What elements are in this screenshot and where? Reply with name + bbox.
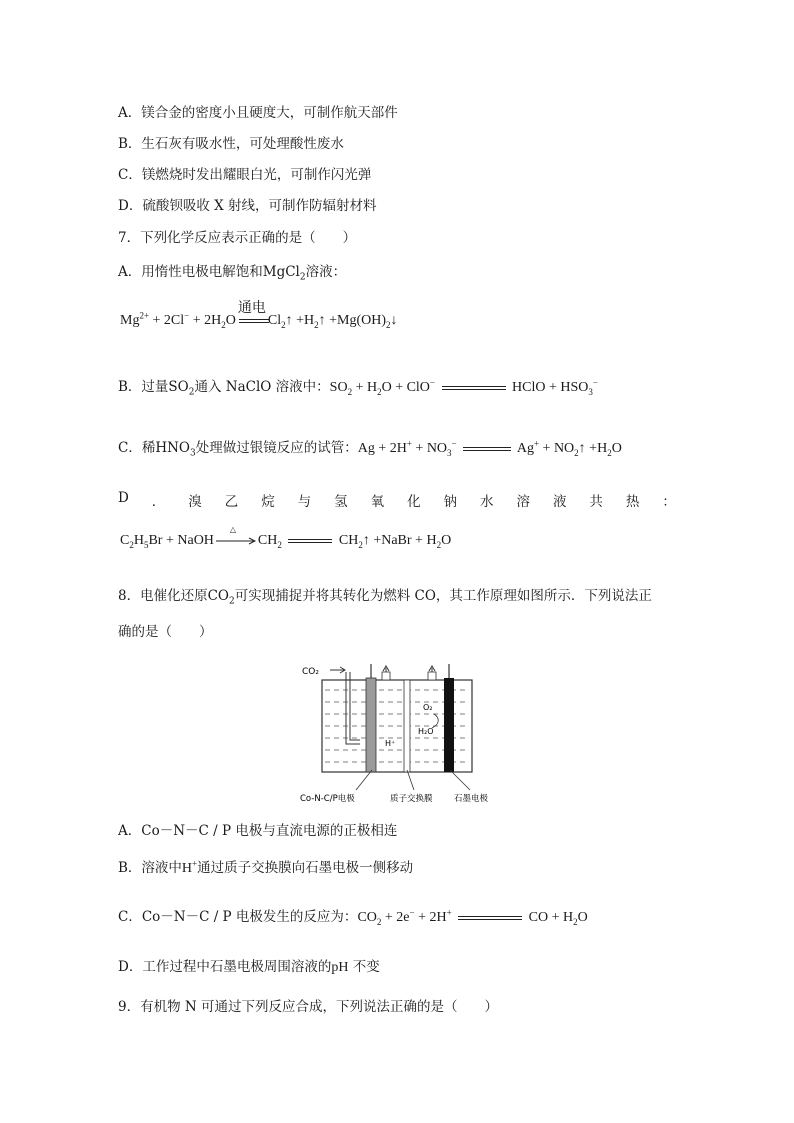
question-8-stem-line2: 确的是（ ） [118, 624, 213, 640]
option-d-char: 氢 [334, 494, 348, 510]
co2-inlet-tube [346, 672, 360, 744]
membrane-label: 质子交换膜 [390, 794, 433, 804]
option-d-char: 溶 [516, 494, 530, 510]
electrolysis-cell-diagram [296, 658, 516, 808]
option-d-char: 水 [480, 494, 494, 510]
q7-option-c: C．稀$HNO_3$处理做过银镜反应的试管：$Ag + 2H^+ + NO_3^-$ $Ag^+ + NO_2↑ +H_2O$ [118, 438, 622, 459]
proton-exchange-membrane [404, 680, 410, 772]
co-n-c-p-electrode [366, 678, 376, 772]
electrolysis-condition: 通电 [237, 300, 266, 316]
option-d-char: ： [662, 494, 676, 510]
option-d: D．硫酸钡吸收 X 射线，可制作防辐射材料 [118, 198, 377, 214]
option-d-char: 液 [552, 494, 567, 510]
q7-option-b: B．过量$SO_2$通入 NaClO 溶液中：$SO_2 + H_2O + ClO^-$ HClO + $HSO_3^-$ [118, 377, 598, 398]
right-electrode-label: 石墨电极 [454, 794, 489, 804]
o2-label: O₂ [423, 703, 433, 712]
question-9-stem: 9．有机物 N 可通过下列反应合成，下列说法正确的是（ ） [118, 999, 498, 1015]
question-8-stem-line1: 8．电催化还原$CO_2$可实现捕捉并将其转化为燃料 CO，其工作原理如图所示．下列说法正 [118, 588, 652, 607]
q7-option-d [118, 490, 676, 510]
option-d-char: 烷 [261, 494, 275, 510]
q7-equation-a: $Mg^{2+} + 2Cl^- + 2H_2O$ 通电 $Cl_2↑$ $+H_2↑$ $+Mg(OH)_2↓$ [120, 313, 398, 329]
option-b: B．生石灰有吸水性，可处理酸性废水 [118, 136, 344, 152]
option-c: C．镁燃烧时发出耀眼白光，可制作闪光弹 [118, 167, 372, 183]
option-d-char: 钠 [443, 494, 458, 510]
left-electrode-label: Co-N-C/P电极 [300, 794, 355, 804]
q7-equation-d: $C_2H_5Br$ + NaOH △ $CH_2$ $CH_2↑$ +NaBr + $H_2O$ [120, 524, 452, 550]
question-7-stem: 7．下列化学反应表示正确的是（ ） [118, 230, 357, 246]
option-d-char: ． [151, 494, 166, 510]
option-d-char: 共 [589, 494, 603, 510]
h-plus-label: H⁺ [385, 739, 396, 748]
option-d-char: 氧 [370, 494, 385, 510]
option-d-char: D [118, 490, 129, 506]
q8-option-d: D．工作过程中石墨电极周围溶液的pH 不变 [118, 959, 380, 975]
option-d-char: 热 [625, 494, 640, 510]
option-d-char: 与 [297, 494, 312, 510]
co2-label: CO₂ [302, 667, 319, 677]
option-d-char: 溴 [188, 494, 202, 510]
q7-option-a: A．用惰性电极电解饱和MgCl$_2$溶液： [118, 264, 347, 283]
option-d-char: 化 [407, 494, 421, 510]
q8-option-b: B．溶液中H+通过质子交换膜向石墨电极一侧移动 [118, 858, 414, 876]
q8-option-c: C．Co－N－C / P 电极发生的反应为：$CO_2 + 2e^- + 2H^+$ CO + $H_2O$ [118, 907, 588, 927]
heat-condition: △ [229, 524, 237, 534]
option-d-char: 乙 [224, 494, 239, 510]
h2o-label: H₂O [418, 727, 434, 736]
q8-option-a: A．Co－N－C / P 电极与直流电源的正极相连 [118, 823, 398, 839]
option-a: A．镁合金的密度小且硬度大，可制作航天部件 [118, 105, 398, 121]
graphite-electrode [444, 678, 454, 772]
